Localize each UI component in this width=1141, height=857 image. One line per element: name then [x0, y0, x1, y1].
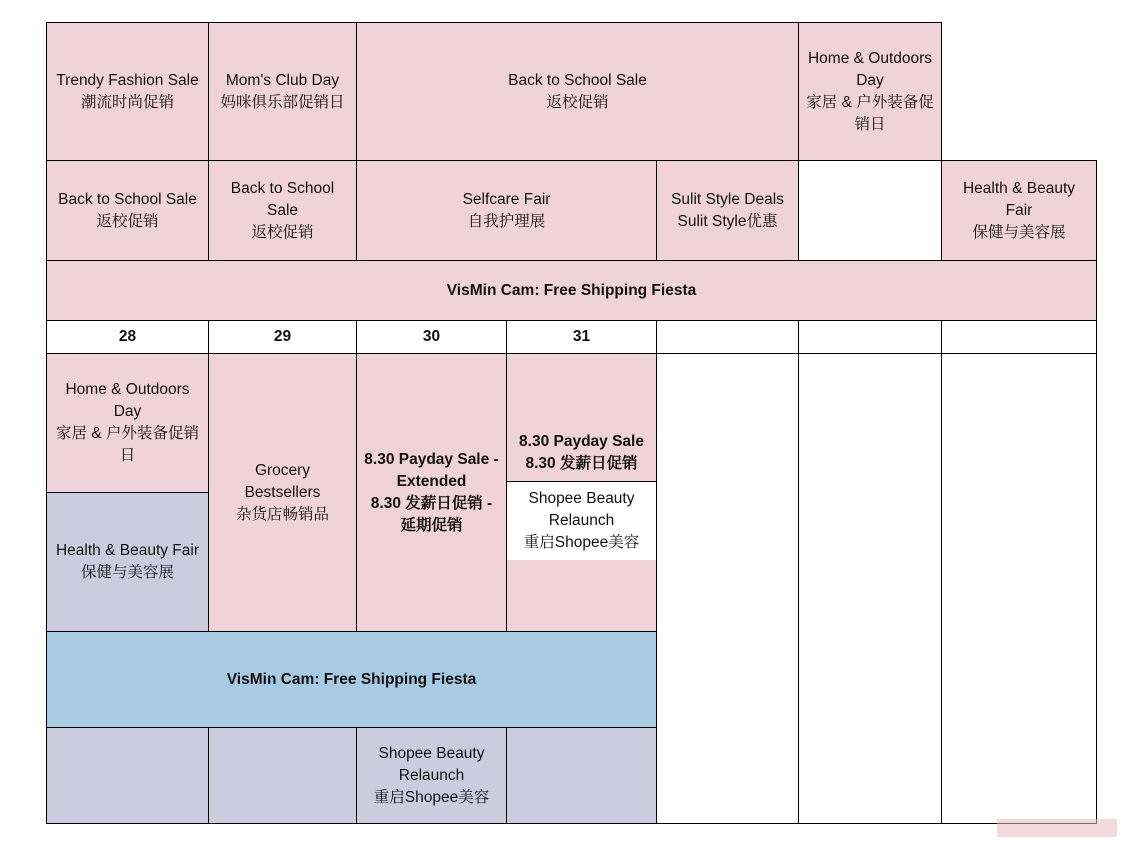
event-cell [357, 23, 799, 161]
event-cell [209, 354, 357, 632]
event-title-zh: 家居 & 户外装备促销日 [56, 425, 199, 464]
empty-cell [942, 354, 1097, 824]
event-cell [209, 728, 357, 824]
date-cell [799, 321, 942, 354]
date-cell [657, 321, 799, 354]
event-subcell [507, 425, 656, 481]
event-cell [47, 728, 209, 824]
event-subcell [47, 354, 208, 492]
event-subcell [47, 492, 208, 631]
event-cell [357, 728, 507, 824]
event-cell [507, 728, 657, 824]
table-row [47, 23, 1097, 161]
campaign-banner-top: VisMin Cam: Free Shipping Fiesta [47, 261, 1097, 321]
event-title-zh: 返校促销 [96, 212, 159, 230]
campaign-banner-bottom: VisMin Cam: Free Shipping Fiesta [47, 632, 657, 728]
promotion-calendar-table [46, 22, 1097, 824]
event-title-zh: Sulit Style优惠 [677, 212, 778, 230]
table-row [47, 261, 1097, 321]
date-cell: 29 [209, 321, 357, 354]
event-title-zh: 返校促销 [546, 93, 609, 111]
event-title-en: Health & Beauty Fair [55, 542, 199, 559]
event-title-en: 8.30 Payday Sale [519, 433, 644, 450]
event-title-en: Back to School Sale [58, 190, 197, 208]
event-title-en: Shopee Beauty Relaunch [528, 490, 635, 529]
event-title-en: Sulit Style Deals [671, 190, 784, 208]
event-title-en: Back to School Sale [230, 179, 335, 219]
event-title-en: Health & Beauty Fair [962, 179, 1075, 219]
event-title-zh: 自我护理展 [467, 212, 546, 230]
watermark [997, 819, 1117, 837]
table-row [47, 354, 1097, 632]
event-title-zh: 重启Shopee美容 [523, 534, 640, 551]
event-cell [47, 161, 209, 261]
event-cell [507, 354, 657, 632]
event-title-zh: 重启Shopee美容 [373, 788, 490, 806]
event-title-en: Grocery Bestsellers [244, 461, 321, 501]
event-cell [942, 161, 1097, 261]
event-title-en: 8.30 Payday Sale - Extended [364, 450, 499, 490]
event-title-zh: 8.30 发薪日促销 [525, 455, 638, 472]
event-title-en: Shopee Beauty Relaunch [378, 744, 485, 784]
event-cell [209, 23, 357, 161]
event-cell [657, 161, 799, 261]
date-row [47, 321, 1097, 354]
event-cell [357, 354, 507, 632]
event-title-zh: 保健与美容展 [80, 564, 174, 581]
event-title-en: Home & Outdoors Day [65, 381, 190, 420]
event-title-en: Back to School Sale [508, 71, 647, 89]
event-title-zh: 杂货店畅销品 [235, 505, 329, 523]
date-cell: 31 [507, 321, 657, 354]
empty-cell [799, 354, 942, 824]
event-title-en: Trendy Fashion Sale [56, 71, 199, 89]
event-title-zh: 妈咪俱乐部促销日 [220, 93, 345, 111]
event-title-en: Selfcare Fair [462, 190, 551, 208]
table-row [47, 161, 1097, 261]
event-title-zh: 保健与美容展 [972, 223, 1066, 241]
event-title-zh: 8.30 发薪日促销 - 延期促销 [370, 494, 493, 534]
event-subcell [507, 481, 656, 560]
event-cell [357, 161, 657, 261]
event-title-en: Mom's Club Day [225, 71, 340, 89]
event-title-zh: 返校促销 [251, 223, 314, 241]
event-title-zh: 潮流时尚促销 [80, 93, 174, 111]
event-cell [799, 23, 942, 161]
event-cell [47, 354, 209, 632]
event-title-en: Home & Outdoors Day [807, 49, 933, 89]
event-cell [209, 161, 357, 261]
date-cell [942, 321, 1097, 354]
event-cell [47, 23, 209, 161]
empty-cell [799, 161, 942, 261]
date-cell: 30 [357, 321, 507, 354]
event-title-zh: 家居 & 户外装备促销日 [806, 93, 934, 133]
date-cell: 28 [47, 321, 209, 354]
empty-cell [657, 354, 799, 824]
